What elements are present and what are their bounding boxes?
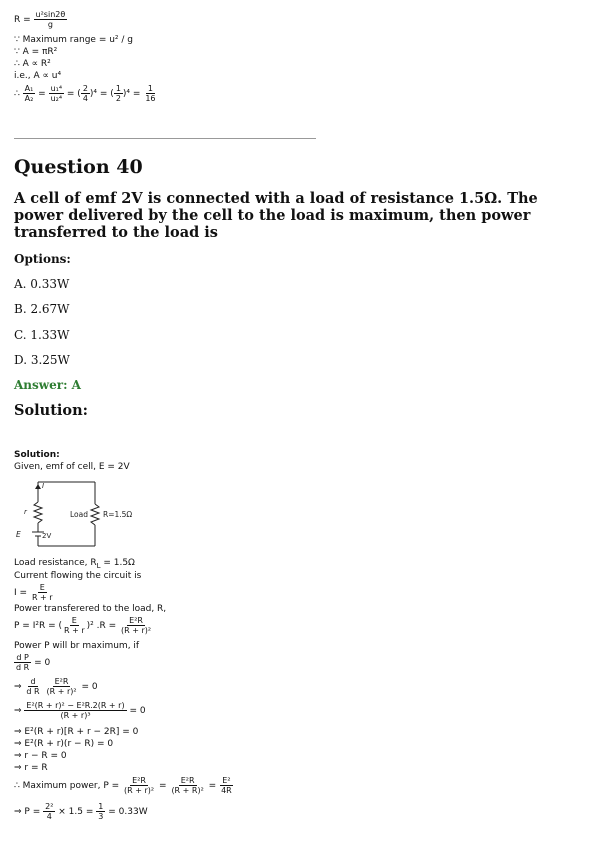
max-power-num-1: E²R <box>132 776 146 785</box>
d-expression-right: = 0 <box>81 682 98 692</box>
final-num-2: 1 <box>98 802 104 811</box>
max-power-fraction-2 <box>169 776 205 795</box>
max-power-den-3: 4R <box>221 786 232 795</box>
prev-solution-line-6: ∴ $\frac{\text{A₁}}{\text{A₂}}$ = $\frac{\text{u₁⁴}}{\text{u₂⁴}}$ = ( $\frac{2}{4}$ )⁴ = ( $\frac{1}{2}$ )⁴ = $\frac{1}{16}$ <box>14 84 156 103</box>
power-formula-left: P = I²R = <box>14 621 56 631</box>
derivative-right: = 0 <box>34 658 51 668</box>
current-text: Current flowing the circuit is <box>14 571 142 581</box>
option-c[interactable]: C. 1.33W <box>14 328 70 342</box>
power-result-fraction <box>119 616 153 635</box>
max-power-num-3: E² <box>222 776 231 785</box>
load-value-label: R=1.5Ω <box>103 510 133 519</box>
power-formula: P = I²R = ( $\frac{E}{R + r}$ )² .R = $\frac{\text{E²R}}{\text{(R + r)²}}$ <box>14 616 152 635</box>
max-power-num-2: E²R <box>180 776 195 785</box>
emf-value-label: 2V <box>42 532 52 540</box>
load-resistance-value: = 1.5Ω <box>100 558 135 568</box>
derivative-num: d P <box>16 653 29 662</box>
current-fraction <box>30 583 55 602</box>
current-fraction-den: R + r <box>31 593 53 602</box>
ratio-one-two <box>114 84 123 103</box>
ratio-two-four-num: 2 <box>82 84 88 93</box>
d-operator-fraction <box>24 677 41 696</box>
max-power-eq-1: = <box>159 781 167 791</box>
derivative-expansion: ⇒ $\frac{d}{\text{d R}}$ $\frac{\text{E²R}}{\text{(R + r)²}}$ = 0 <box>14 677 98 696</box>
option-a[interactable]: A. 0.33W <box>14 277 70 291</box>
therefore-symbol: ∴ <box>14 89 20 99</box>
max-power-den-2: (R + R)² <box>171 786 204 795</box>
prev-range-num: u²sin2θ <box>35 10 66 19</box>
question-text: A cell of emf 2V is connected with a load of resistance 1.5Ω. The power delivered by the cell to the load is maximum, then power transferred to the load is <box>14 190 538 241</box>
final-fraction-2 <box>96 802 105 821</box>
final-answer-line <box>14 802 148 821</box>
prev-solution-line-3: ∵ A = πR² <box>14 47 58 57</box>
current-fraction-num: E <box>39 583 45 592</box>
max-condition-text: Power P will br maximum, if <box>14 641 140 651</box>
prev-r-label: R = <box>14 15 31 25</box>
max-power-fraction-1 <box>122 776 156 795</box>
power-text: Power transferered to the load, R, <box>14 604 167 614</box>
step-2: ⇒ E²(R + r)(r − R) = 0 <box>14 739 114 749</box>
d-operator-num: d <box>30 677 36 686</box>
max-power-line <box>14 776 234 795</box>
load-resistance-sub: L <box>96 561 101 570</box>
d-expression-den: (R + r)² <box>46 687 77 696</box>
current-formula-left: I = <box>14 588 28 598</box>
final-fraction-1 <box>43 802 55 821</box>
circuit-diagram <box>12 474 172 556</box>
ratio-two-four-den: 4 <box>82 94 88 103</box>
prev-solution-line-2: ∵ Maximum range = u² / g <box>14 35 134 45</box>
max-power-den-1: (R + r)² <box>124 786 155 795</box>
prev-range-fraction <box>34 10 68 29</box>
derivative-fraction <box>14 653 31 672</box>
speed-ratio-den: u₂⁴ <box>50 94 63 103</box>
load-resistance-line <box>14 558 135 570</box>
solution-subheading: Solution: <box>14 450 60 460</box>
quotient-right: = 0 <box>129 706 146 716</box>
max-power-fraction-3 <box>219 776 234 795</box>
load-label: Load <box>70 510 88 519</box>
step-4: ⇒ r = R <box>14 763 48 773</box>
ratio-result-den: 16 <box>145 94 156 103</box>
final-den-2: 3 <box>98 812 104 821</box>
options-label: Options: <box>14 252 71 266</box>
quotient-num: E²(R + r)² − E²R.2(R + r) <box>26 701 125 710</box>
max-power-eq-2: = <box>208 781 217 791</box>
load-resistance-text: Load resistance, R <box>14 558 97 568</box>
quotient-rule-line: ⇒ $\frac{\text{E²(R + r)² − E²R.2(R + r)}}{\text{(R + r)³}}$ = 0 <box>14 701 146 720</box>
solution-heading: Solution: <box>14 402 88 419</box>
final-result: = 0.33W <box>108 807 148 817</box>
ratio-one-two-den: 2 <box>115 94 121 103</box>
question-title: Question 40 <box>14 156 143 178</box>
prev-range-den: g <box>47 20 53 29</box>
speed-ratio <box>49 84 64 103</box>
ratio-result <box>143 84 157 103</box>
step-1: ⇒ E²(R + r)[R + r − 2R] = 0 <box>14 727 139 737</box>
area-ratio-num: A₁ <box>24 84 34 93</box>
current-arrow <box>35 484 41 489</box>
area-ratio-den: A₂ <box>24 94 34 103</box>
prev-solution-line-1 <box>14 10 67 29</box>
power-result-den: (R + r)² <box>121 626 152 635</box>
ratio-two-four <box>81 84 90 103</box>
max-power-left: ∴ Maximum power, P = <box>14 781 120 791</box>
ratio-one-two-num: 1 <box>115 84 121 93</box>
speed-ratio-num: u₁⁴ <box>50 84 63 93</box>
option-b[interactable]: B. 2.67W <box>14 302 70 316</box>
d-expression-num: E²R <box>54 677 69 686</box>
final-den-1: 4 <box>46 812 52 821</box>
power-inner-num: E <box>71 616 77 625</box>
power-inner-fraction <box>62 616 87 635</box>
option-d[interactable]: D. 3.25W <box>14 353 70 367</box>
final-num-1: 2² <box>45 802 54 811</box>
derivative-den: d R <box>16 663 30 672</box>
prev-solution-line-5: i.e., A ∝ u⁴ <box>14 71 62 81</box>
prev-solution-line-4: ∴ A ∝ R² <box>14 59 51 69</box>
power-formula-mid: .R = <box>96 621 117 631</box>
emf-label: E <box>16 530 21 539</box>
d-expression-fraction <box>44 677 78 696</box>
d-operator-den: d R <box>26 687 40 696</box>
ratio-result-num: 1 <box>147 84 153 93</box>
power-inner-den: R + r <box>63 626 85 635</box>
section-divider <box>14 138 316 139</box>
final-mid: × 1.5 = <box>58 807 94 817</box>
derivative-condition <box>14 653 50 672</box>
step-3: ⇒ r − R = 0 <box>14 751 67 761</box>
quotient-den: (R + r)³ <box>60 711 91 720</box>
area-ratio <box>23 84 36 103</box>
current-label: I <box>42 482 45 490</box>
final-left: ⇒ P = <box>14 807 41 817</box>
given-emf: Given, emf of cell, E = 2V <box>14 462 130 472</box>
answer-text: Answer: A <box>14 378 81 392</box>
internal-resistance-label: r <box>24 508 27 516</box>
power-result-num: E²R <box>129 616 143 625</box>
quotient-fraction <box>24 701 126 720</box>
current-formula <box>14 583 55 602</box>
